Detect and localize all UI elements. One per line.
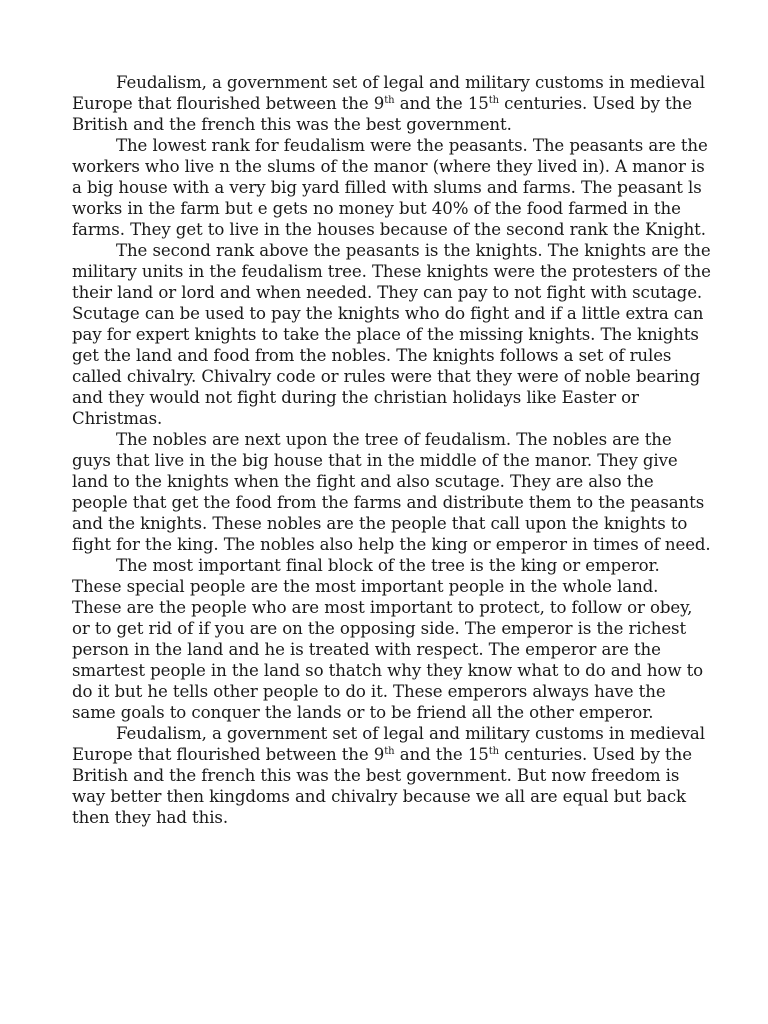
paragraph-text: and the 15 [394,745,489,764]
superscript-ordinal: th [384,95,395,107]
paragraph-text: centuries. Used by the British and the french this was the best government. But now freedom is way better then kingdoms and chivalry because we all are equal but back then they had this. [72,745,692,827]
superscript-ordinal: th [488,95,499,107]
paragraph-knights: The second rank above the peasants is the knights. The knights are the military units in the feudalism tree. These knights were the protesters of the their land or lord and when needed. They can pay to not fight with scutage. Scutage can be used to pay the knights who do fight and if a little extra can pay for expert knights to take the place of the missing knights. The knights get the land and food from the nobles. The knights follows a set of rules called chivalry. Chivalry code or rules were that they were of noble bearing and they would not fight during the christian holidays like Easter or Christmas. [72,241,711,428]
paragraph-text: centuries. Used by the British and the french this was the best government. [72,94,692,134]
superscript-ordinal: th [488,746,499,758]
paragraph-king: The most important final block of the tree is the king or emperor. These special people are the most important people in the whole land. These are the people who are most important to protect, to follow or obey, or to get rid of if you are on the opposing side. The emperor is the richest person in the land and he is treated with respect. The emperor are the smartest people in the land so thatch why they know what to do and how to do it but he tells other people to do it. These emperors always have the same goals to conquer the lands or to be friend all the other emperor. [72,556,704,722]
paragraph-nobles: The nobles are next upon the tree of feudalism. The nobles are the guys that live in the big house that in the middle of the manor. They give land to the knights when the fight and also scutage. They are also the people that get the food from the farms and distribute them to the peasants and the knights. These nobles are the people that call upon the knights to fight for the king. The nobles also help the king or emperor in times of need. [72,430,711,554]
paragraph-text: Feudalism, a government set of legal and military customs in medieval Europe that flourished between the 9 [72,724,705,764]
paragraph-text: Feudalism, a government set of legal and military customs in medieval Europe that flourished between the 9 [72,73,705,113]
superscript-ordinal: th [384,746,395,758]
paragraph-intro [72,72,712,135]
paragraph-peasants: The lowest rank for feudalism were the peasants. The peasants are the workers who live n the slums of the manor (where they lived in). A manor is a big house with a very big yard filled with slums and farms. The peasant ls works in the farm but e gets no money but 40% of the food farmed in the farms. They get to live in the houses because of the second rank the Knight. [72,136,708,239]
paragraph-text: and the 15 [394,94,489,113]
document-body [72,72,712,828]
paragraph-conclusion [72,723,712,828]
